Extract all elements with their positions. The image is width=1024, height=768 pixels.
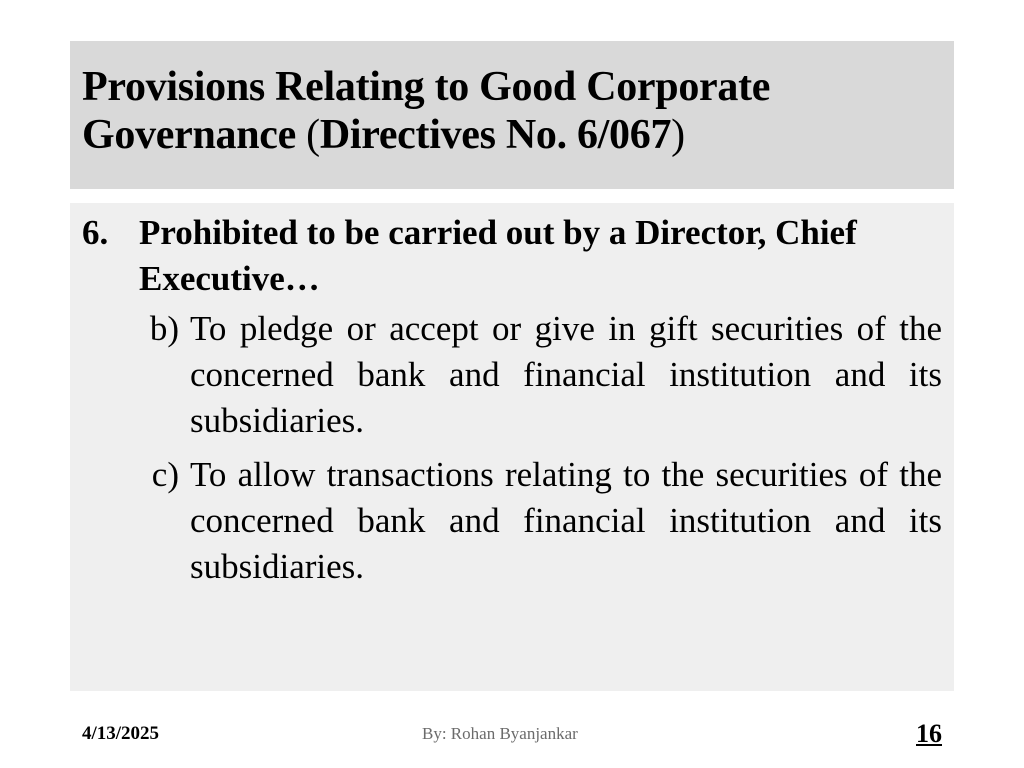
- title-band: [70, 41, 954, 189]
- numbered-item: [82, 210, 942, 302]
- slide-title: [82, 63, 942, 159]
- title-close-paren: ): [671, 112, 685, 158]
- subitem-marker: c): [151, 455, 179, 494]
- content-panel: [70, 203, 954, 691]
- item-heading: Prohibited to be carried out by a Director, Chief Executive…: [139, 213, 857, 298]
- footer-author: By: Rohan Byanjankar: [422, 724, 578, 743]
- footer-date: 4/13/2025: [82, 723, 160, 744]
- title-open-paren: (: [306, 112, 320, 158]
- title-main: Provisions Relating to Good Corporate Governance: [82, 64, 771, 158]
- subitem-marker: b): [149, 309, 179, 348]
- list-item: [82, 306, 942, 444]
- subitem-list: [82, 306, 942, 590]
- title-directive: Directives No. 6/067: [319, 112, 672, 158]
- item-number: 6.: [82, 213, 109, 252]
- subitem-text: To pledge or accept or give in gift securities of the concerned bank and financial institution and its subsidiaries.: [190, 309, 942, 440]
- subitem-text: To allow transactions relating to the securities of the concerned bank and financial institution and its subsidiaries.: [190, 455, 942, 586]
- list-item: [82, 452, 942, 590]
- slide-number: 16: [916, 719, 942, 748]
